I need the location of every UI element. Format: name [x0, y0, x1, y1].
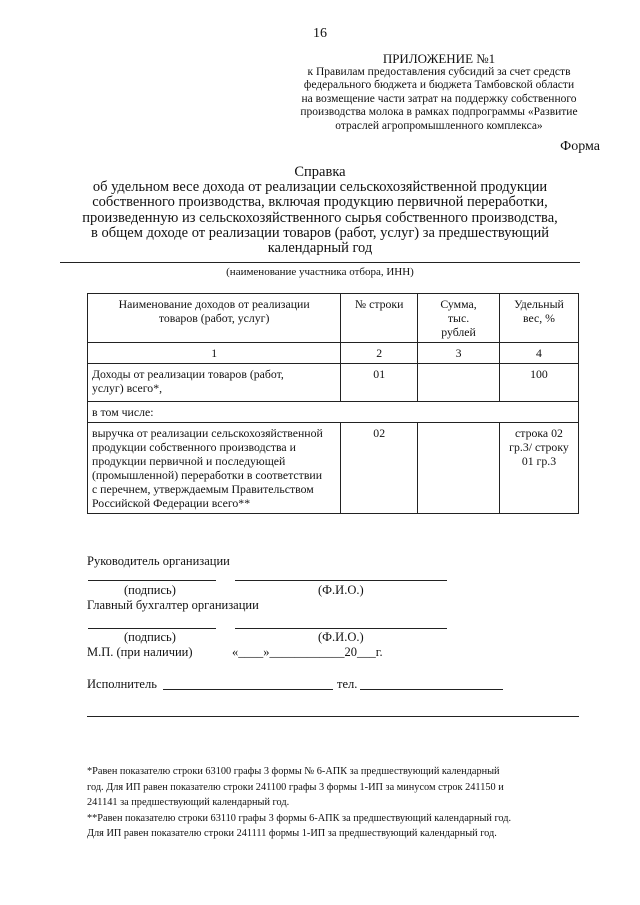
- appendix-line: производства молока в рамках подпрограммы «Развитие: [300, 106, 578, 119]
- form-label: Форма: [560, 139, 600, 154]
- phone-label: тел.: [337, 677, 358, 691]
- accountant-signature-line[interactable]: [88, 628, 216, 629]
- accountant-label: Главный бухгалтер организации: [87, 598, 259, 612]
- header-cell: № строки: [341, 294, 418, 343]
- appendix-line: на возмещение части затрат на поддержку собственного: [301, 92, 577, 105]
- heading-line: об удельном весе дохода от реализации сельскохозяйственной продукции: [92, 179, 548, 196]
- participant-caption: (наименование участника отбора, ИНН): [226, 266, 414, 278]
- phone-line[interactable]: [360, 689, 503, 690]
- signature-caption: (подпись): [124, 583, 176, 597]
- head-fio-line[interactable]: [235, 580, 447, 581]
- footnote-line: **Равен показателю строки 63110 графы 3 формы 6-АПК за предшествующий календарный год.: [87, 812, 512, 824]
- column-number: 4: [499, 343, 578, 364]
- footnote-line: Для ИП равен показателю строки 241111 формы 1-ИП за предшествующий календарный год.: [87, 828, 497, 839]
- executor-line[interactable]: [163, 689, 333, 690]
- head-signature-line[interactable]: [88, 580, 216, 581]
- row-sum[interactable]: [418, 364, 500, 402]
- signature-caption: (подпись): [124, 630, 176, 644]
- fio-caption: (Ф.И.О.): [318, 583, 364, 597]
- page-number: 16: [313, 26, 327, 41]
- accountant-fio-line[interactable]: [235, 628, 447, 629]
- heading-line: календарный год: [267, 240, 373, 257]
- header-cell: Сумма, тыс. рублей: [418, 294, 500, 343]
- column-number: 1: [88, 343, 341, 364]
- row-share: строка 02 гр.3/ строку 01 гр.3: [499, 423, 578, 514]
- column-number-row: [88, 343, 579, 364]
- appendix-line: отраслей агропромышленного комплекса»: [335, 119, 543, 132]
- heading-line: собственного производства, включая продукцию первичной переработки,: [92, 194, 548, 211]
- fio-caption: (Ф.И.О.): [318, 630, 364, 644]
- table-subheader-row: [88, 402, 579, 423]
- table-row: [88, 364, 579, 402]
- date-field[interactable]: «____»____________20___г.: [232, 645, 383, 659]
- row-share: 100: [499, 364, 578, 402]
- executor-label: Исполнитель: [87, 677, 157, 691]
- footnote-line: *Равен показателю строки 63100 графы 3 формы № 6-АПК за предшествующий календарный: [87, 766, 500, 777]
- table-header-row: [88, 294, 579, 343]
- stamp-label: М.П. (при наличии): [87, 645, 193, 659]
- appendix-title: ПРИЛОЖЕНИЕ №1: [382, 51, 496, 66]
- income-table: [87, 293, 579, 514]
- row-number: 01: [341, 364, 418, 402]
- table-row: [88, 423, 579, 514]
- column-number: 3: [418, 343, 500, 364]
- appendix-block: [278, 52, 600, 134]
- row-name: Доходы от реализации товаров (работ, услуг) всего*,: [88, 364, 341, 402]
- appendix-line: к Правилам предоставления субсидий за счет средств: [307, 65, 571, 78]
- row-name: выручка от реализации сельскохозяйственной продукции собственного производства и продукции первичной и последующей (промышленной) переработки в соответствии с перечнем, утверждаемым Правительством Российской Федерации всего**: [88, 423, 341, 514]
- footnote-line: 241141 за предшествующий календарный год.: [87, 797, 290, 808]
- heading-line: произведенную из сельскохозяйственного сырья собственного производства,: [82, 209, 558, 226]
- appendix-line: федерального бюджета и бюджета Тамбовской области: [303, 79, 575, 92]
- subheader-cell: в том числе:: [88, 402, 579, 423]
- header-cell: Удельный вес, %: [499, 294, 578, 343]
- participant-name-line[interactable]: [60, 262, 580, 263]
- column-number: 2: [341, 343, 418, 364]
- row-number: 02: [341, 423, 418, 514]
- row-sum[interactable]: [418, 423, 500, 514]
- heading-line: в общем доходе от реализации товаров (работ, услуг) за предшествующий: [91, 224, 549, 241]
- footnotes: [87, 764, 579, 842]
- heading-title: Справка: [294, 164, 346, 180]
- footnote-line: год. Для ИП равен показателю строки 241100 графы 3 формы 1-ИП за минусом строк 241150 и: [87, 781, 504, 793]
- head-label: Руководитель организации: [87, 554, 230, 568]
- document-heading: [60, 165, 580, 256]
- separator-line: [87, 716, 579, 717]
- header-cell: Наименование доходов от реализации товаров (работ, услуг): [88, 294, 341, 343]
